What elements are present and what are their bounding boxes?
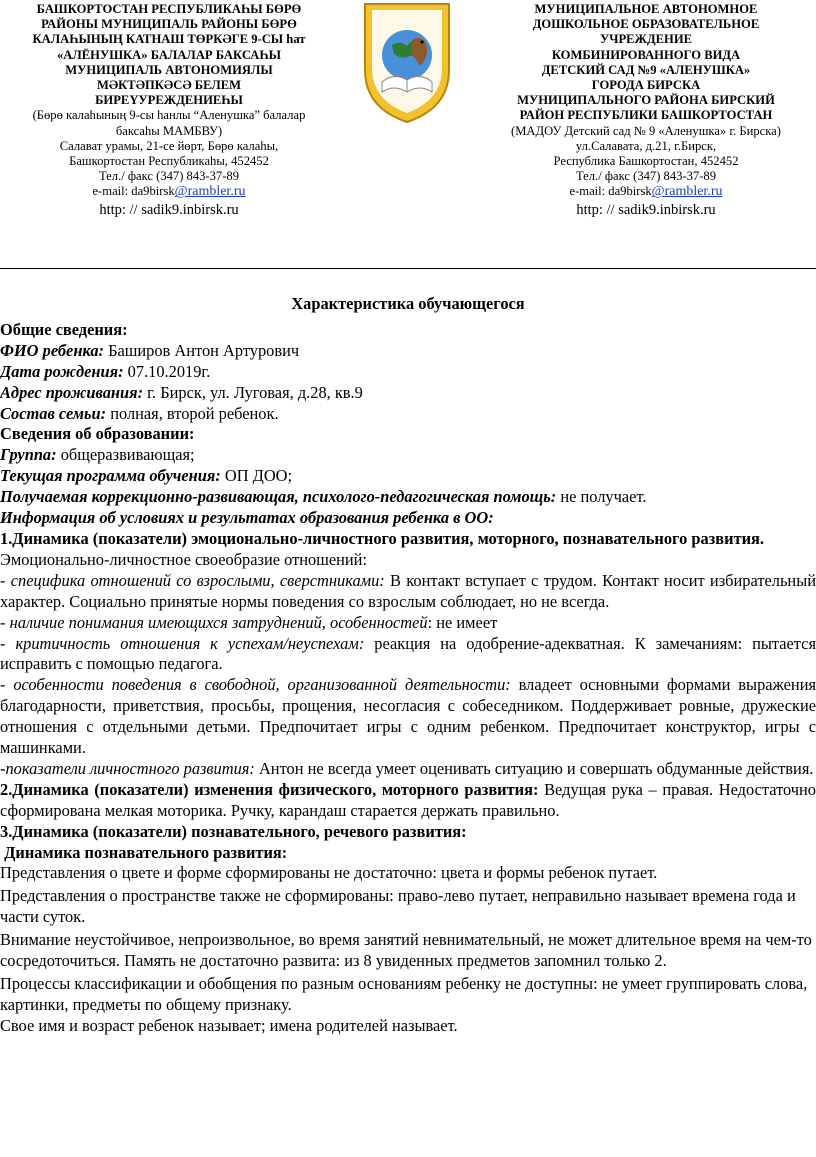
program-value: ОП ДОО; <box>220 466 293 486</box>
section-1-item: - критичность отношения к успехам/неуспехам: реакция на одобрение-адекватная. К замечаниям: пытается исправить с помощью педагога. <box>0 633 816 674</box>
section-1-item: - особенности поведения в свободной, организованной деятельности: владеет основными формами выражения благодарности, приветствия, просьбы, прощения, несогласия с собеседником. Поддерживает ровные, дружеские отношения с отдельными детьми. Предпочитает игры с одним ребенком. Предпочитает конструктор, игры с машинками. <box>0 675 816 758</box>
dob-value: 07.10.2019г. <box>123 361 211 381</box>
help-row <box>0 487 816 508</box>
letterhead-right-column <box>478 2 814 220</box>
family-row <box>0 404 816 425</box>
org-line: МӘКТӘПКӘСӘ БЕЛЕМ <box>96 78 242 93</box>
org-line: БИРЕҮУРЕЖДЕНИЕҺЫ <box>95 93 243 108</box>
document-title: Характеристика обучающегося <box>291 294 525 313</box>
email-line: e-mail: da9birsk@rambler.ru <box>92 184 246 200</box>
address-row <box>0 383 816 404</box>
address-label: Адрес проживания: <box>0 382 144 402</box>
info-heading: Информация об условиях и результатах образования ребенка в ОО: <box>0 508 494 528</box>
section-2-heading: 2.Динамика (показатели) изменения физического, моторного развития: <box>0 779 539 799</box>
group-row <box>0 445 816 466</box>
org-line: РАЙОН РЕСПУБЛИКИ БАШКОРТОСТАН <box>519 108 773 123</box>
help-label: Получаемая коррекционно-развивающая, психолого-педагогическая помощь: <box>0 487 557 507</box>
section-3-paragraph: Представления о пространстве также не сформированы: право-лево путает, неправильно называет времена года и части суток. <box>0 886 796 927</box>
org-line: КАЛАҺЫНЫҢ КАТНАШ ТӨРКӘГЕ 9-СЫ hат <box>32 32 306 47</box>
section-1-item: - наличие понимания имеющихся затруднений, особенностей: не имеет <box>0 612 498 632</box>
org-line: МУНИЦИПАЛЬНОЕ АВТОНОМНОЕ <box>534 2 758 16</box>
family-value: полная, второй ребенок. <box>106 403 279 423</box>
general-heading: Общие сведения: <box>0 319 128 339</box>
letterhead <box>0 0 816 270</box>
fio-value: Баширов Антон Артурович <box>103 340 300 360</box>
address-line: Салават урамы, 21-се йөрт, Бөрө калаһы, <box>59 138 279 153</box>
org-line: КОМБИНИРОВАННОГО ВИДА <box>551 47 741 62</box>
website-line: http: // sadik9.inbirsk.ru <box>99 201 239 218</box>
org-line: БАШКОРТОСТАН РЕСПУБЛИКАҺЫ БӨРӨ <box>36 2 302 16</box>
org-line: ГОРОДА БИРСКА <box>591 78 701 93</box>
dob-row <box>0 362 816 383</box>
section-3-paragraph: Процессы классификации и обобщения по разным основаниям ребенку не доступны: не умеет группировать слова, картинки, предметы по общему признаку. <box>0 974 808 1014</box>
org-line: МУНИЦИПАЛЬНОГО РАЙОНА БИРСКИЙ <box>517 93 775 108</box>
program-label: Текущая программа обучения: <box>0 466 221 486</box>
family-label: Состав семьи: <box>0 403 107 423</box>
org-line: УЧРЕЖДЕНИЕ <box>599 32 693 47</box>
section-3-heading: 3.Динамика (показатели) познавательного, речевого развития: <box>0 821 467 841</box>
letterhead-left-column <box>0 2 338 220</box>
kindergarten-emblem <box>360 0 454 125</box>
email-link[interactable]: @rambler.ru <box>651 184 723 200</box>
org-line: МУНИЦИПАЛЬ АВТОНОМИЯЛЫ <box>65 62 273 77</box>
document-body <box>0 294 816 1037</box>
org-line: баксаһы МАМБВУ) <box>115 123 223 138</box>
org-line: «АЛЁНУШКА» БАЛАЛАР БАКСАҺЫ <box>56 47 281 62</box>
org-line: ДОШКОЛЬНОЕ ОБРАЗОВАТЕЛЬНОЕ <box>532 17 760 32</box>
email-line: e-mail: da9birsk@rambler.ru <box>569 184 723 200</box>
education-heading: Сведения об образовании: <box>0 424 195 444</box>
help-value: не получает. <box>556 487 647 507</box>
program-row <box>0 466 816 487</box>
group-label: Группа: <box>0 445 57 465</box>
website-line: http: // sadik9.inbirsk.ru <box>576 201 716 218</box>
org-line: (МАДОУ Детский сад № 9 «Аленушка» г. Бирска) <box>511 123 781 138</box>
russian-org-name <box>478 2 814 124</box>
section-1-item: -показатели личностного развития: Антон не всегда умеет оценивать ситуацию и совершать обдуманные действия. <box>0 758 814 778</box>
section-3-paragraph: Свое имя и возраст ребенок называет; имена родителей называет. <box>0 1015 458 1035</box>
group-value: общеразвивающая; <box>56 445 195 465</box>
address-line: ул.Салавата, д.21, г.Бирск, <box>575 138 717 153</box>
header-divider <box>0 268 816 269</box>
address-line: Башкортостан Республикаһы, 452452 <box>69 154 269 169</box>
org-line: (Бөрө калаһының 9-сы һанлы “Аленушка” балалар <box>32 108 306 123</box>
phone-line: Тел./ факс (347) 843-37-89 <box>575 169 717 184</box>
section-3-subheading: Динамика познавательного развития: <box>0 842 288 862</box>
address-line: Республика Башкортостан, 452452 <box>553 154 739 169</box>
email-link[interactable]: @rambler.ru <box>174 184 246 200</box>
section-1-heading: 1.Динамика (показатели) эмоционально-личностного развития, моторного, познавательного развития. <box>0 528 765 548</box>
section-2: 2.Динамика (показатели) изменения физического, моторного развития: Ведущая рука – правая. Недостаточно сформирована мелкая моторика. Ручку, карандаш старается держать правильно. <box>0 779 816 820</box>
section-1-intro: Эмоционально-личностное своеобразие отношений: <box>0 549 368 569</box>
fio-label: ФИО ребенка: <box>0 340 104 360</box>
org-line: ДЕТСКИЙ САД №9 «АЛЕНУШКА» <box>541 62 751 77</box>
section-1-item: - специфика отношений со взрослыми, сверстниками: В контакт вступает с трудом. Контакт носит избирательный характер. Социально принятые нормы поведения со взрослым соблюдает, но не всегда. <box>0 570 816 611</box>
phone-line: Тел./ факс (347) 843-37-89 <box>98 169 240 184</box>
dob-label: Дата рождения: <box>0 361 124 381</box>
bashkir-org-name <box>0 2 338 108</box>
address-value: г. Бирск, ул. Луговая, д.28, кв.9 <box>143 382 363 402</box>
fio-row <box>0 341 816 362</box>
section-3-paragraph: Представления о цвете и форме сформированы не достаточно: цвета и формы ребенок путает. <box>0 863 658 883</box>
section-3-paragraph: Внимание неустойчивое, непроизвольное, во время занятий невнимательный, не может длительное время на чем-то сосредоточиться. Память не достаточно развита: из 8 увиденных предметов запомнил только 2. <box>0 930 812 971</box>
org-line: РАЙОНЫ МУНИЦИПАЛЬ РАЙОНЫ БӨРӨ <box>41 17 297 32</box>
